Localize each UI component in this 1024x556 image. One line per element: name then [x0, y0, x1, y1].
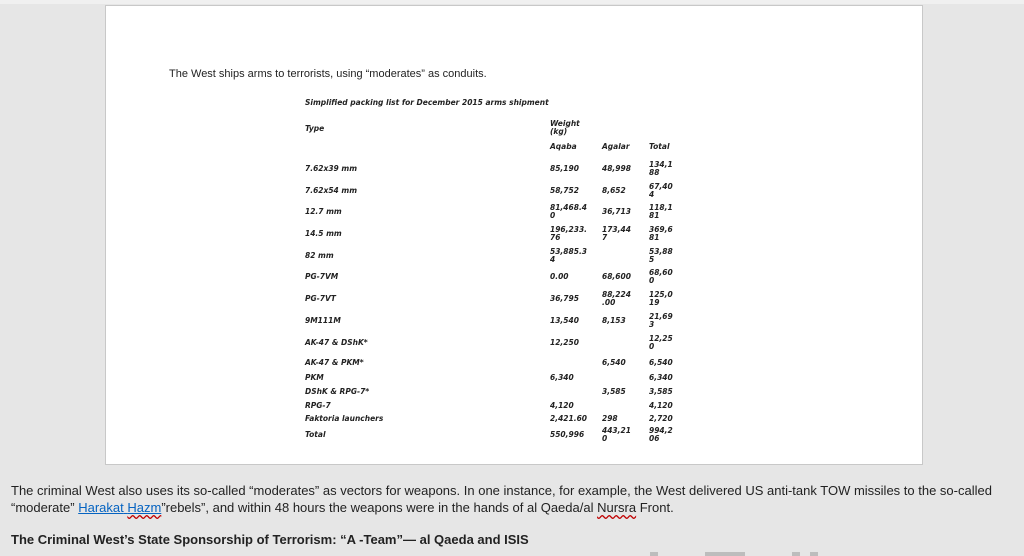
cell-aqaba: 12,250	[550, 338, 579, 347]
cell-aqaba: 13,540	[550, 316, 579, 325]
cell-aqaba: 196,233. 76	[550, 225, 588, 242]
cell-agalar: 8,652	[602, 186, 626, 195]
cell-type: PG-7VT	[305, 294, 336, 303]
cell-total: 12,25 0	[649, 334, 673, 351]
col-header-weight: Weight (kg)	[550, 119, 580, 136]
cell-agalar: 88,224 .00	[602, 290, 631, 307]
cell-type: 14.5 mm	[305, 229, 342, 238]
table-title: Simplified packing list for December 2015 arms shipment	[305, 98, 549, 107]
col-header-agalar: Agalar	[602, 142, 630, 151]
cell-total: 118,1 81	[649, 203, 673, 220]
para-text-1: The criminal West also uses its so-called “moderates” as vectors for weapons. In one instance, for example, the West delivered US anti-tank TOW missiles to the so-called “moderate”	[11, 483, 992, 515]
cell-total: 125,0 19	[649, 290, 673, 307]
harakat-hazm-link[interactable]: Harakat Hazm	[78, 500, 162, 515]
cell-aqaba: 6,340	[550, 373, 574, 382]
cell-aqaba: 4,120	[550, 401, 574, 410]
cell-agalar: 6,540	[602, 358, 626, 367]
para-text-2: ”rebels”, and within 48 hours the weapons were in the hands of al Qaeda/al	[161, 500, 598, 515]
cell-total: 3,585	[649, 387, 673, 396]
cell-total: 67,40 4	[649, 182, 673, 199]
col-header-type: Type	[305, 124, 325, 133]
cell-aqaba: 2,421.60	[550, 414, 588, 423]
cell-type: AK-47 & PKM*	[305, 358, 364, 367]
cell-total: 6,540	[649, 358, 673, 367]
packing-list-figure	[106, 6, 922, 464]
window-top-strip	[0, 0, 1024, 4]
cell-total: 21,69 3	[649, 312, 673, 329]
cell-type: 7.62x54 mm	[305, 186, 358, 195]
cell-type: Total	[305, 430, 326, 439]
cell-type: DShK & RPG-7*	[305, 387, 370, 396]
cell-aqaba: 85,190	[550, 164, 579, 173]
cell-type: Faktoria launchers	[305, 414, 384, 423]
cell-type: AK-47 & DShK*	[305, 338, 368, 347]
para-text-3: Front.	[636, 500, 674, 515]
body-paragraph	[11, 482, 1016, 516]
cell-agalar: 68,600	[602, 272, 631, 281]
cell-total: 68,60 0	[649, 268, 673, 285]
cell-type: 82 mm	[305, 251, 334, 260]
cell-type: PKM	[305, 373, 324, 382]
cell-agalar: 3,585	[602, 387, 626, 396]
cell-total: 4,120	[649, 401, 673, 410]
cell-agalar: 8,153	[602, 316, 626, 325]
cell-agalar: 173,44 7	[602, 225, 631, 242]
cell-total: 994,2 06	[649, 426, 673, 443]
image-caption: The West ships arms to terrorists, using “moderates” as conduits.	[169, 68, 487, 80]
cell-aqaba: 53,885.3 4	[550, 247, 588, 264]
cell-type: 12.7 mm	[305, 207, 342, 216]
bottom-edge-marks	[650, 552, 850, 556]
document-page	[105, 5, 923, 465]
cell-total: 369,6 81	[649, 225, 673, 242]
cell-aqaba: 0.00	[550, 272, 569, 281]
cell-agalar: 298	[602, 414, 618, 423]
cell-aqaba: 36,795	[550, 294, 579, 303]
cell-type: 9M111M	[305, 316, 341, 325]
col-header-aqaba: Aqaba	[550, 142, 577, 151]
cell-aqaba: 550,996	[550, 430, 585, 439]
cell-total: 2,720	[649, 414, 673, 423]
section-heading: The Criminal West’s State Sponsorship of Terrorism: “A -Team”— al Qaeda and ISIS	[11, 532, 529, 547]
cell-total: 53,88 5	[649, 247, 673, 264]
cell-aqaba: 81,468.4 0	[550, 203, 588, 220]
cell-type: RPG-7	[305, 401, 331, 410]
cell-agalar: 36,713	[602, 207, 631, 216]
cell-total: 6,340	[649, 373, 673, 382]
spellcheck-word: Nursra	[597, 500, 637, 515]
cell-aqaba: 58,752	[550, 186, 579, 195]
cell-agalar: 48,998	[602, 164, 631, 173]
cell-type: PG-7VM	[305, 272, 339, 281]
cell-agalar: 443,21 0	[602, 426, 631, 443]
col-header-total: Total	[649, 142, 670, 151]
cell-type: 7.62x39 mm	[305, 164, 358, 173]
cell-total: 134,1 88	[649, 160, 673, 177]
